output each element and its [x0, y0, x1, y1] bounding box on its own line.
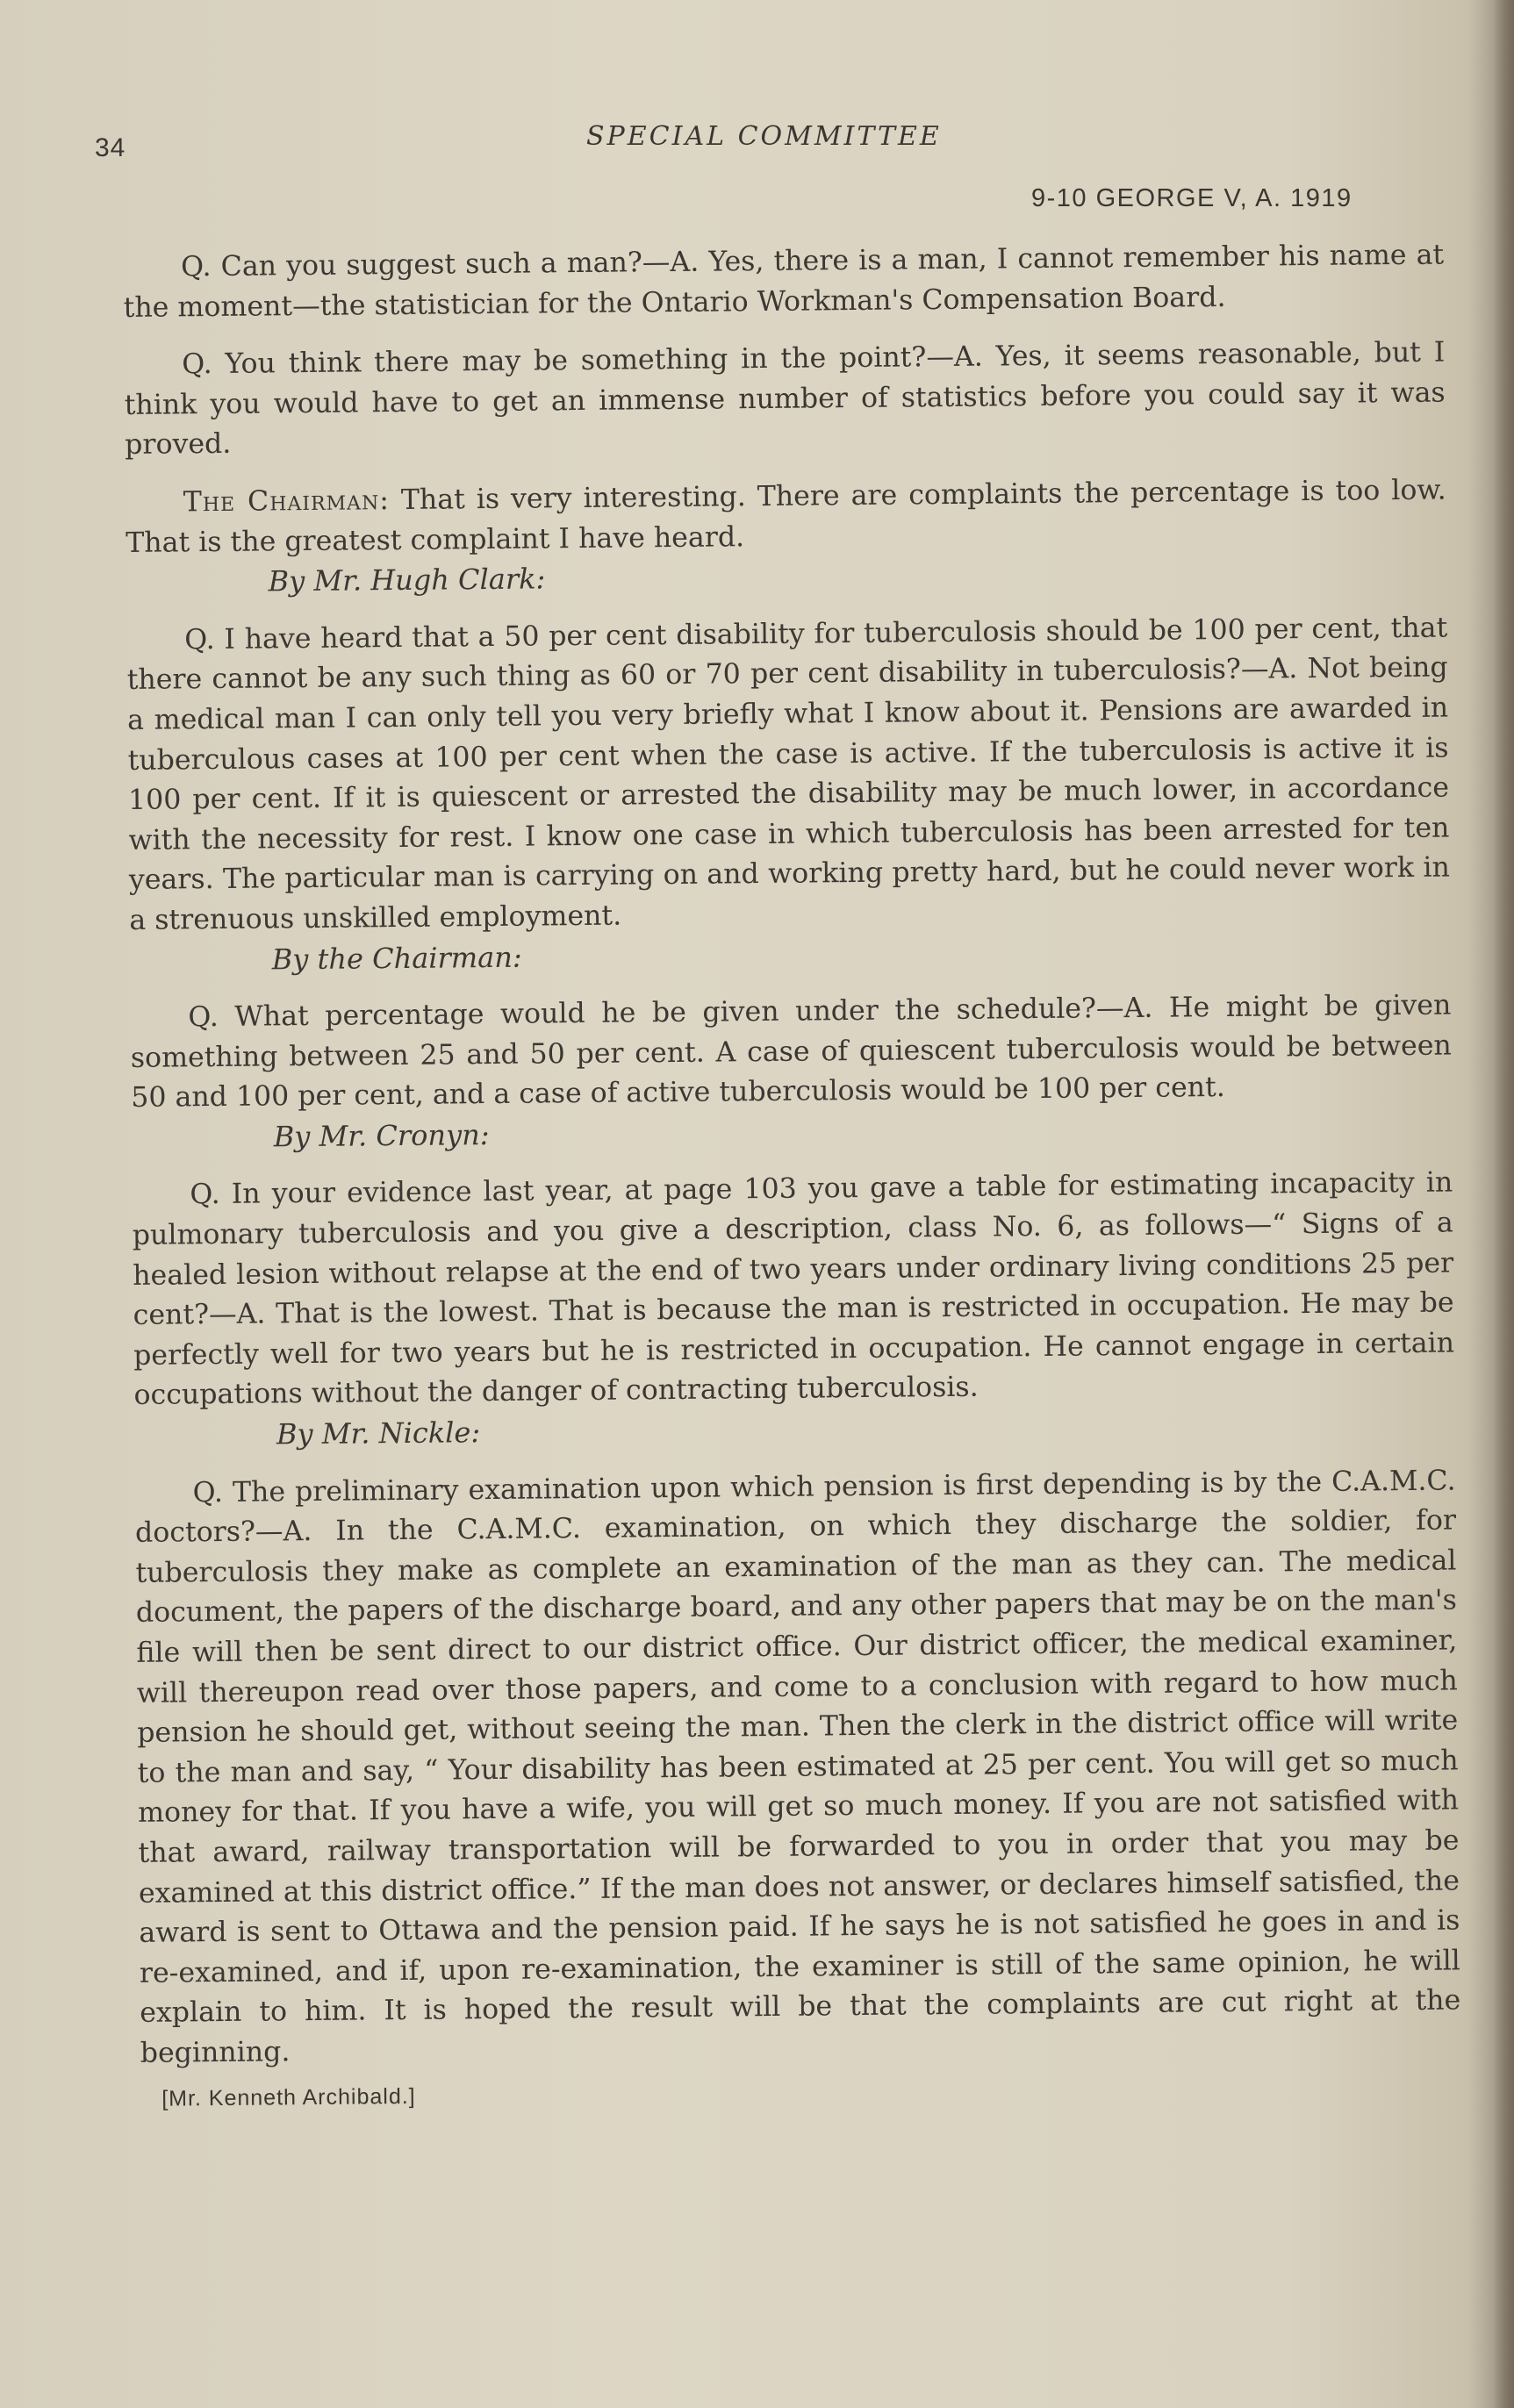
section-heading-cronyn: By Mr. Cronyn:	[273, 1117, 490, 1154]
paragraph-6: Q. In your evidence last year, at page 103 you gave a table for estimating incapacity in pulmonary tuberculosis and you give a description, class No. 6, as follows—“ Signs of a healed lesion without relapse at the end of two years under ordinary living conditions 25 per cent?—A. That is the lowest. That is because the man is restricted in occupation. He may be perfectly well for two years but he is restricted in occupation. He cannot engage in certain occupations without the danger of contracting tuberculosis.	[132, 1166, 1455, 1412]
section-heading-chairman: By the Chairman:	[271, 940, 522, 976]
binding-gutter	[1493, 0, 1514, 2408]
paragraph-3-text: That is very interesting. There are complaints the percentage is too low. That is the greatest complaint I have heard.	[126, 474, 1446, 559]
speaker-label: The Chairman:	[183, 484, 391, 519]
section-heading-hugh-clark: By Mr. Hugh Clark:	[268, 562, 546, 598]
witness-footer: [Mr. Kenneth Archibald.]	[161, 2083, 416, 2111]
page-header	[95, 121, 1411, 174]
paragraph-4: Q. I have heard that a 50 per cent disability for tuberculosis should be 100 per cent, that there cannot be any such thing as 60 or 70 per cent disability in tuberculosis?—A. Not being a medical man I can only tell you very briefly what I know about it. Pensions are awarded in tuberculous cases at 100 per cent when the case is active. If the tuberculosis is active it is 100 per cent. If it is quiescent or arrested the disability may be much lower, in accordance with the necessity for rest. I know one case in which tuberculosis has been arrested for ten years. The particular man is carrying on and working pretty hard, but he could never work in a strenuous unskilled employment.	[126, 612, 1451, 936]
paragraph-7: Q. The preliminary examination upon which pension is first depending is by the C.A.M.C. doctors?—A. In the C.A.M.C. examination, on which they discharge the soldier, for tuberculosis they make as complete an examination of the man as they can. The medical document, the papers of the discharge board, and any other papers that may be on the man's file will then be sent direct to our district office. Our district officer, the medical examiner, will thereupon read over those papers, and come to a conclusion with regard to how much pension he should get, without seeing the man. Then the clerk in the district office will write to the man and say, “ Your disability has been estimated at 25 per cent. You will get so much money for that. If you have a wife, you will get so much money. If you are not satisfied with that award, railway transportation will be forwarded to you in order that you may be examined at this district office.” If the man does not answer, or declares himself satisfied, the award is sent to Ottawa and the pension paid. If he says he is not satisfied he goes in and is re-examined, and if, upon re-examination, the examiner is still of the same opinion, he will explain to him. It is hoped the result will be that the complaints are cut right at the beginning.	[134, 1465, 1461, 2069]
page-number: 34	[95, 133, 126, 162]
paragraph-1: Q. Can you suggest such a man?—A. Yes, there is a man, I cannot remember his name at the moment—the statistician for the Ontario Workman's Compensation Board.	[123, 239, 1445, 324]
running-title: SPECIAL COMMITTEE	[586, 121, 942, 152]
paragraph-5: Q. What percentage would he be given under the schedule?—A. He might be given something between 25 and 50 per cent. A case of quiescent tuberculosis would be between 50 and 100 per cent, and a case of active tuberculosis would be 100 per cent.	[130, 989, 1452, 1114]
document-body	[123, 236, 1461, 2119]
paragraph-2: Q. You think there may be something in the point?—A. Yes, it seems reasonable, but I think you would have to get an immense number of statistics before you could say it was proved.	[124, 336, 1446, 462]
paragraph-3	[126, 471, 1447, 564]
section-heading-nickle: By Mr. Nickle:	[276, 1415, 481, 1451]
session-label: 9-10 GEORGE V, A. 1919	[1031, 184, 1353, 212]
